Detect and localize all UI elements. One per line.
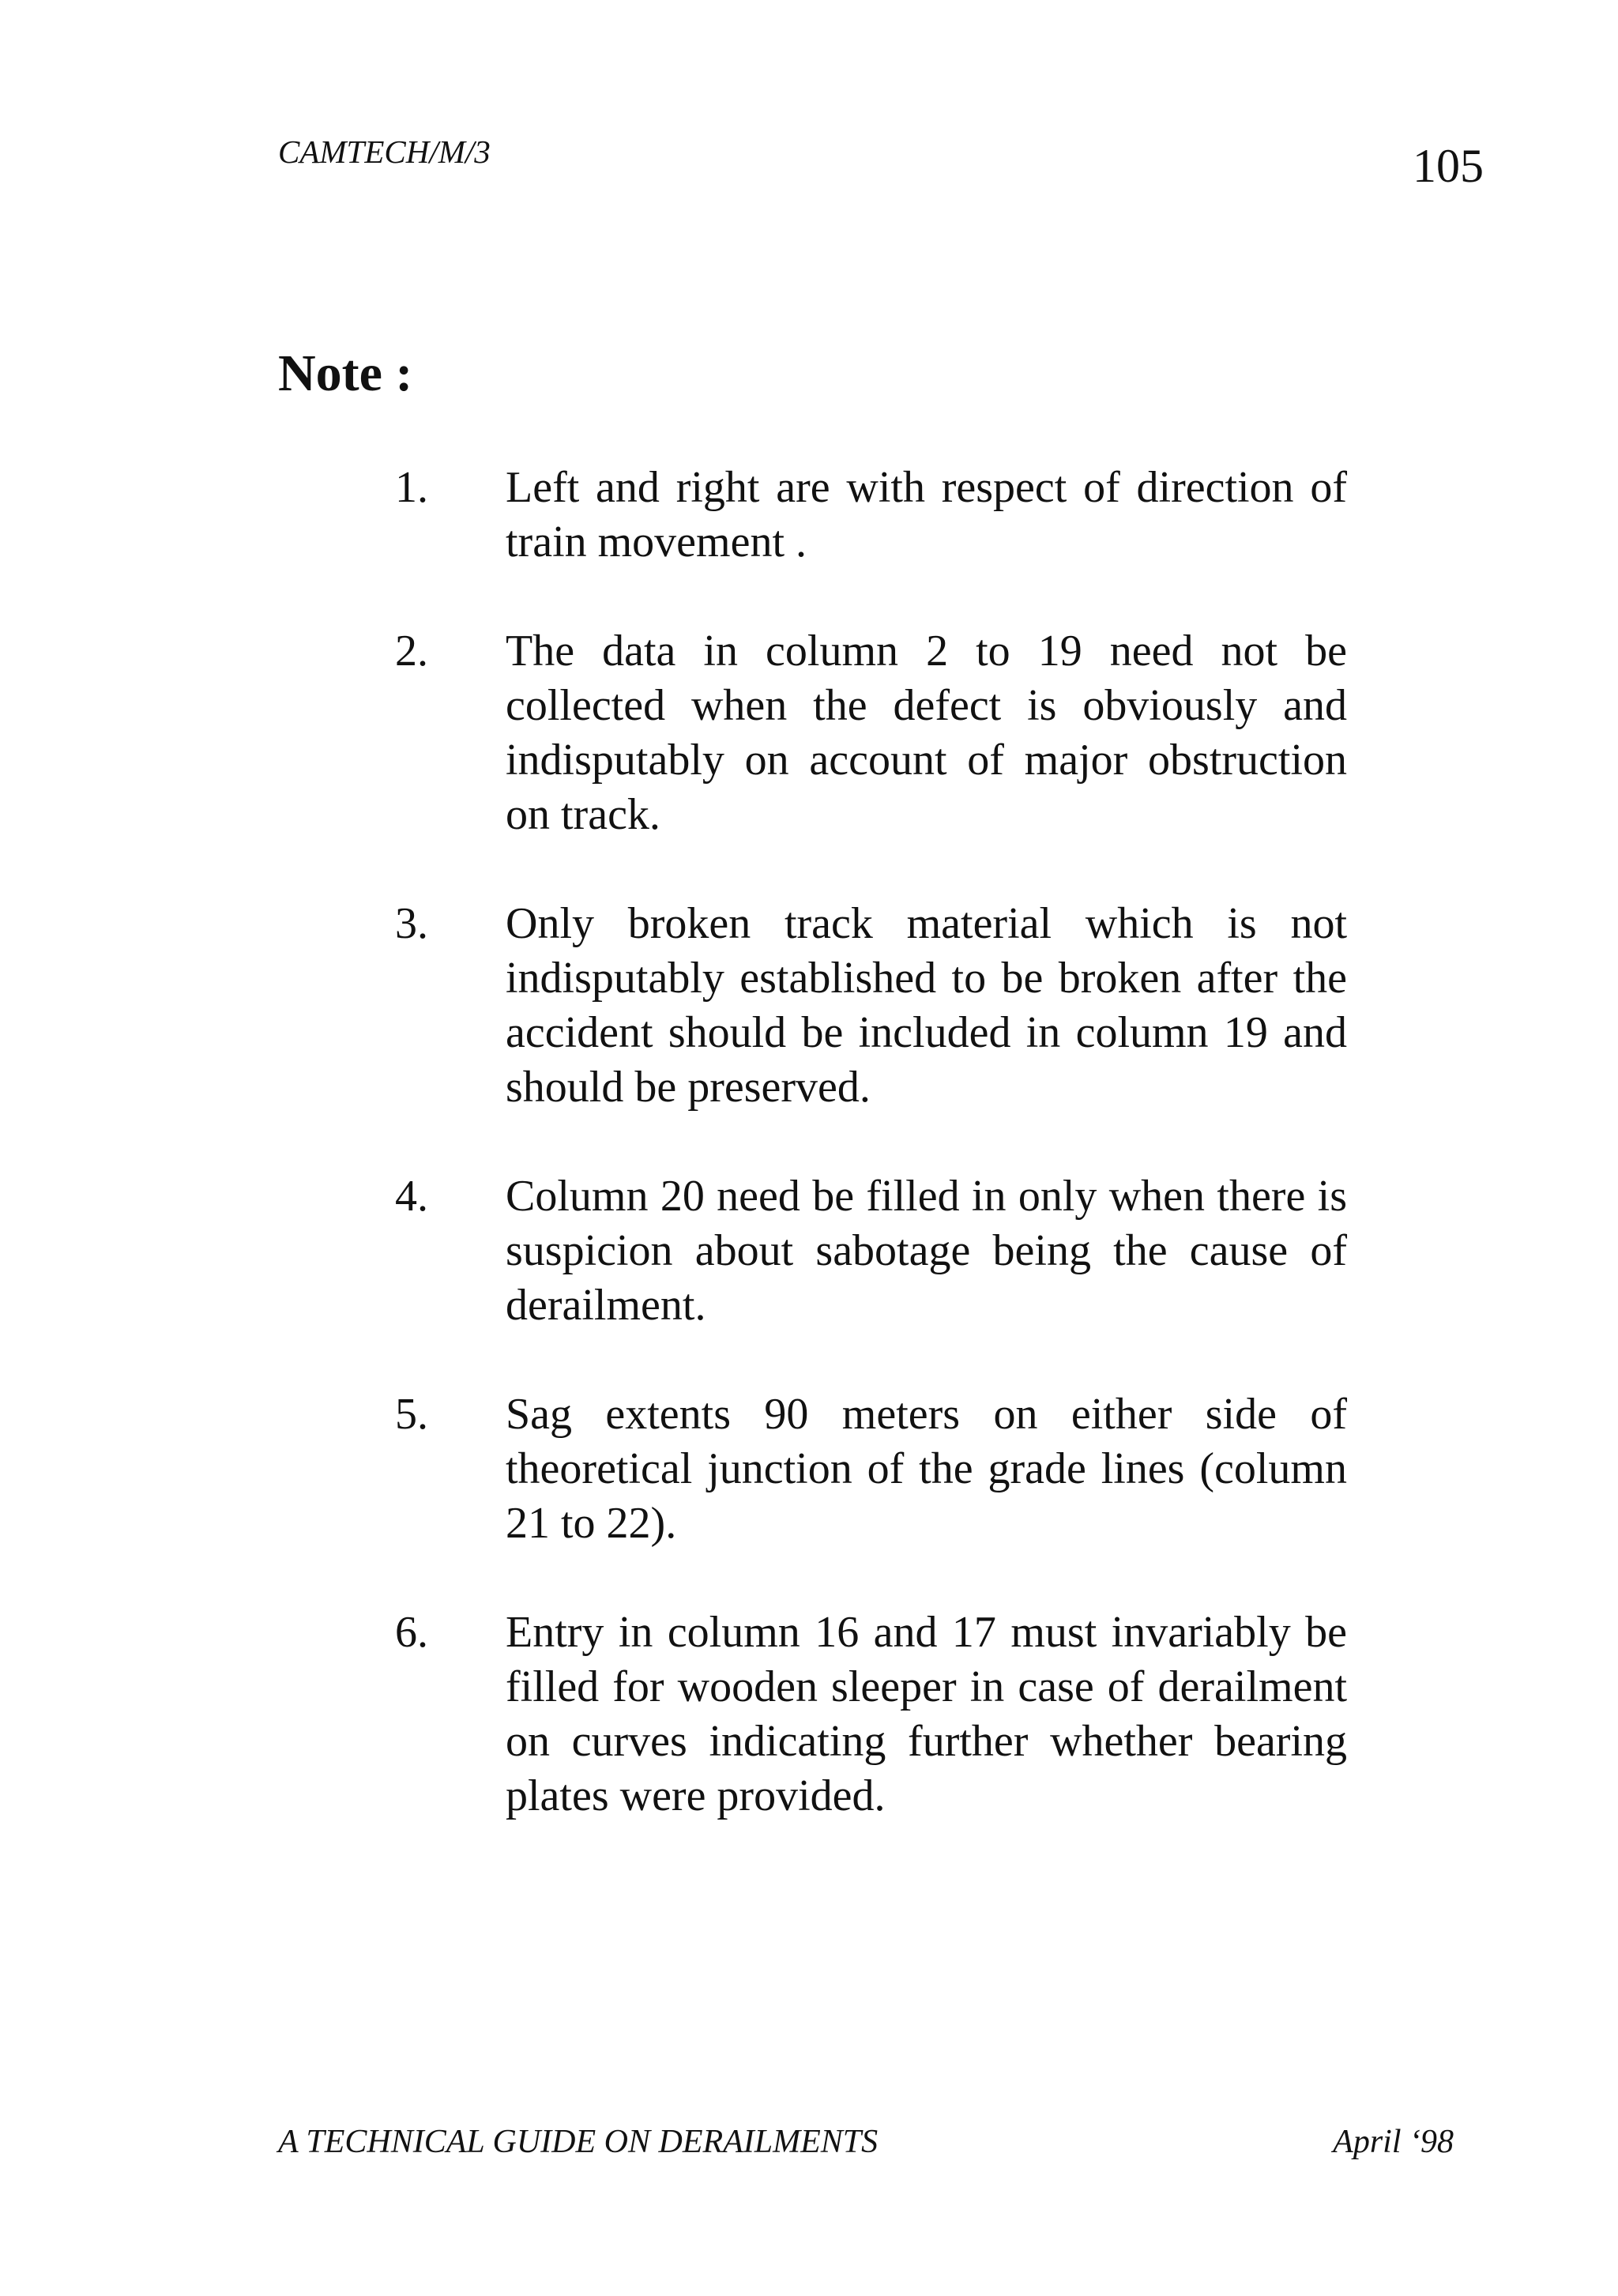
note-heading: Note : [278, 344, 413, 402]
note-item [395, 897, 1347, 1115]
note-item [395, 1605, 1347, 1824]
note-text: Column 20 need be filled in only when there is suspicion about sabotage being the cause of derailment. [506, 1172, 1347, 1330]
notes-list [395, 461, 1347, 1878]
note-text: Entry in column 16 and 17 must invariably be filled for wooden sleeper in case of derailment on curves indicating further whether bearing plates were provided. [506, 1608, 1347, 1820]
footer-document-title: A TECHNICAL GUIDE ON DERAILMENTS [278, 2124, 879, 2160]
note-item [395, 624, 1347, 842]
footer-date: April ‘98 [1333, 2124, 1454, 2160]
note-text: Left and right are with respect of direction of train movement . [506, 463, 1347, 566]
note-text: Only broken track material which is not indisputably established to be broken after the accident should be included in column 19 and should be preserved. [506, 899, 1347, 1112]
note-number: 2. [395, 627, 428, 676]
note-number: 3. [395, 899, 428, 948]
note-number: 6. [395, 1608, 428, 1657]
note-item [395, 1169, 1347, 1333]
page-number: 105 [1413, 140, 1484, 192]
note-number: 1. [395, 463, 428, 512]
note-number: 4. [395, 1172, 428, 1221]
note-item [395, 1387, 1347, 1551]
note-text: Sag extents 90 meters on either side of theoretical junction of the grade lines (column 21 to 22). [506, 1390, 1347, 1548]
note-item [395, 461, 1347, 570]
note-text: The data in column 2 to 19 need not be collected when the defect is obviously and indisputably on account of major obstruction on track. [506, 627, 1347, 839]
note-number: 5. [395, 1390, 428, 1439]
header-document-code: CAMTECH/M/3 [278, 134, 491, 170]
